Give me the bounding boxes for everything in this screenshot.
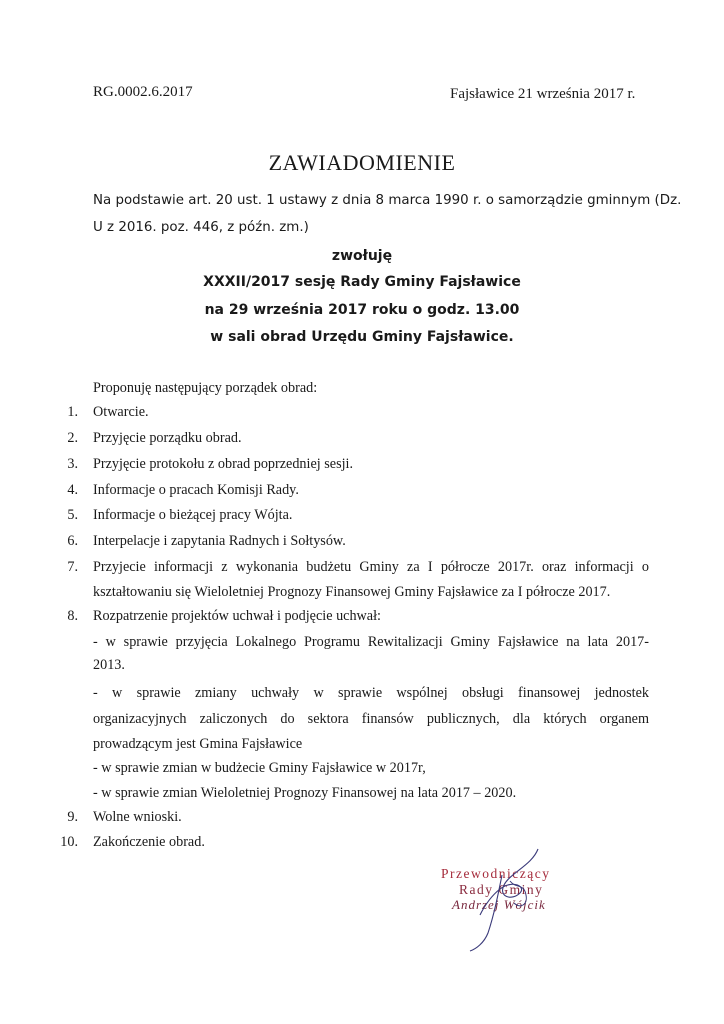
stamp-chairman-name: Andrzej Wójcik [452, 897, 546, 912]
agenda-item-number: 5. [67, 507, 78, 523]
place-and-date: Fajsławice 21 września 2017 r. [450, 86, 636, 102]
agenda-item-number: 3. [67, 456, 78, 472]
agenda-item: Interpelacje i zapytania Radnych i Sołtysów. [93, 533, 346, 549]
agenda-item: Rozpatrzenie projektów uchwał i podjęcie uchwał: [93, 608, 381, 624]
agenda-item-number: 4. [67, 482, 78, 498]
convocation-verb: zwołuję [331, 248, 393, 264]
agenda-item: Przyjecie informacji z wykonania budżetu Gminy za I półrocze 2017r. oraz informacji o [93, 559, 649, 575]
agenda-item-number: 1. [67, 404, 78, 420]
resolution-subitem-continuation: prowadzącym jest Gmina Fajsławice [93, 736, 303, 752]
session-name: XXXII/2017 sesję Rady Gminy Fajsławice [203, 274, 521, 290]
stamp-council-name: Rady Gminy [459, 882, 544, 897]
agenda-item: Wolne wnioski. [93, 809, 182, 825]
agenda-item-continuation: kształtowaniu się Wieloletniej Prognozy Finansowej Gminy Fajsławice za I półrocze 2017. [93, 584, 611, 600]
agenda-item: Przyjęcie protokołu z obrad poprzedniej sesji. [93, 456, 354, 472]
agenda-item: Informacje o pracach Komisji Rady. [93, 482, 299, 498]
agenda-item: Przyjęcie porządku obrad. [93, 430, 242, 446]
resolution-subitem: - w sprawie zmiany uchwały w sprawie wspólnej obsługi finansowej jednostek [93, 685, 649, 701]
agenda-item: Zakończenie obrad. [93, 834, 205, 850]
document-title: ZAWIADOMIENIE [268, 150, 456, 175]
agenda-item-number: 7. [67, 559, 78, 575]
session-datetime: na 29 września 2017 roku o godz. 13.00 [204, 302, 520, 318]
agenda-item: Informacje o bieżącej pracy Wójta. [93, 507, 293, 523]
resolution-subitem-continuation: 2013. [93, 657, 125, 673]
agenda-item-number: 9. [67, 809, 78, 825]
stamp-chairman-title: Przewodniczący [441, 866, 551, 881]
resolution-subitem: - w sprawie zmian Wieloletniej Prognozy Finansowej na lata 2017 – 2020. [93, 785, 517, 801]
resolution-subitem-continuation: organizacyjnych zaliczonych do sektora finansów publicznych, dla których organem [93, 711, 649, 727]
intro-line-1: Na podstawie art. 20 ust. 1 ustawy z dnia 8 marca 1990 r. o samorządzie gminnym (Dz. [93, 193, 682, 208]
agenda-item-number: 10. [60, 834, 78, 850]
agenda-item: Otwarcie. [93, 404, 149, 420]
agenda-item-number: 8. [67, 608, 78, 624]
agenda-item-number: 2. [67, 430, 78, 446]
resolution-subitem: - w sprawie przyjęcia Lokalnego Programu Rewitalizacji Gminy Fajsławice na lata 2017- [93, 634, 649, 650]
document-reference: RG.0002.6.2017 [93, 84, 193, 100]
session-location: w sali obrad Urzędu Gminy Fajsławice. [210, 329, 514, 345]
agenda-item-number: 6. [67, 533, 78, 549]
resolution-subitem: - w sprawie zmian w budżecie Gminy Fajsławice w 2017r, [93, 760, 426, 776]
agenda-heading: Proponuję następujący porządek obrad: [93, 380, 318, 396]
handwritten-signature [440, 845, 570, 955]
intro-line-2: U z 2016. poz. 446, z późn. zm.) [93, 220, 309, 235]
